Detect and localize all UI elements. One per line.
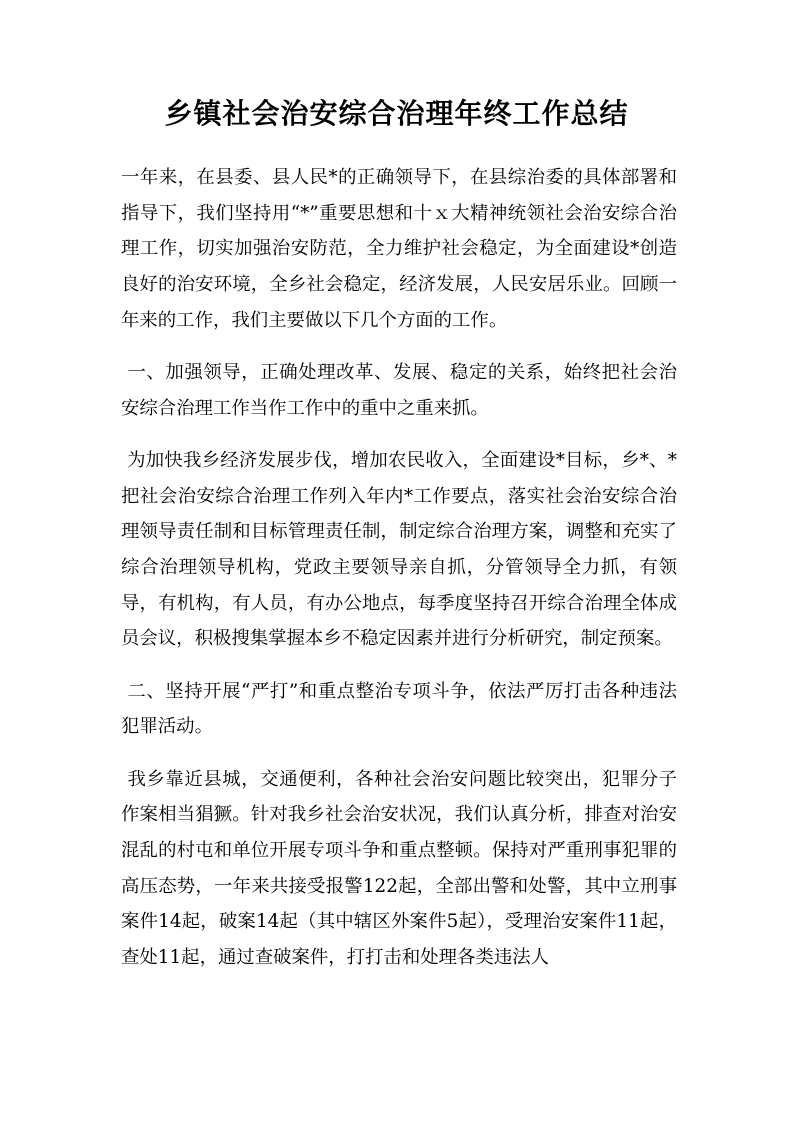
paragraph-section-1: 为加快我乡经济发展步伐，增加农民收入，全面建设*目标，乡*、*把社会治安综合治理工作列入年内*工作要点，落实社会治安综合治理领导责任制和目标管理责任制，制定综合治理方案，调整和充实了综合治理领导机构，党政主要领导亲自抓，分管领导全力抓，有领导，有机构，有人员，有办公地点，每季度坚持召开综合治理全体成员会议，积极搜集掌握本乡不稳定因素并进行分析研究，制定预案。	[121, 449, 677, 650]
document-body	[121, 160, 677, 992]
document-title: 乡镇社会治安综合治理年终工作总结	[164, 97, 629, 130]
paragraph-intro: 一年来，在县委、县人民*的正确领导下，在县综治委的具体部署和指导下，我们坚持用“*”重要思想和十ｘ大精神统领社会治安综合治理工作，切实加强治安防范，全力维护社会稳定，为全面建设*创造良好的治安环境，全乡社会稳定，经济发展，人民安居乐业。回顾一年来的工作，我们主要做以下几个方面的工作。	[121, 167, 677, 331]
section-heading-1: 一、加强领导，正确处理改革、发展、稳定的关系，始终把社会治安综合治理工作当作工作中的重中之重来抓。	[121, 362, 677, 419]
section-heading-2: 二、坚持开展“严打”和重点整治专项斗争，依法严厉打击各种违法犯罪活动。	[121, 680, 677, 738]
paragraph-section-2: 我乡靠近县城，交通便利，各种社会治安问题比较突出，犯罪分子作案相当猖獗。针对我乡社会治安状况，我们认真分析，排查对治安混乱的村屯和单位开展专项斗争和重点整顿。保持对严重刑事犯罪的高压态势，一年来共接受报警122起，全部出警和处警，其中立刑事案件14起，破案14起（其中辖区外案件5起），受理治安案件11起，查处11起，通过查破案件，打打击和处理各类违法人	[121, 768, 677, 969]
